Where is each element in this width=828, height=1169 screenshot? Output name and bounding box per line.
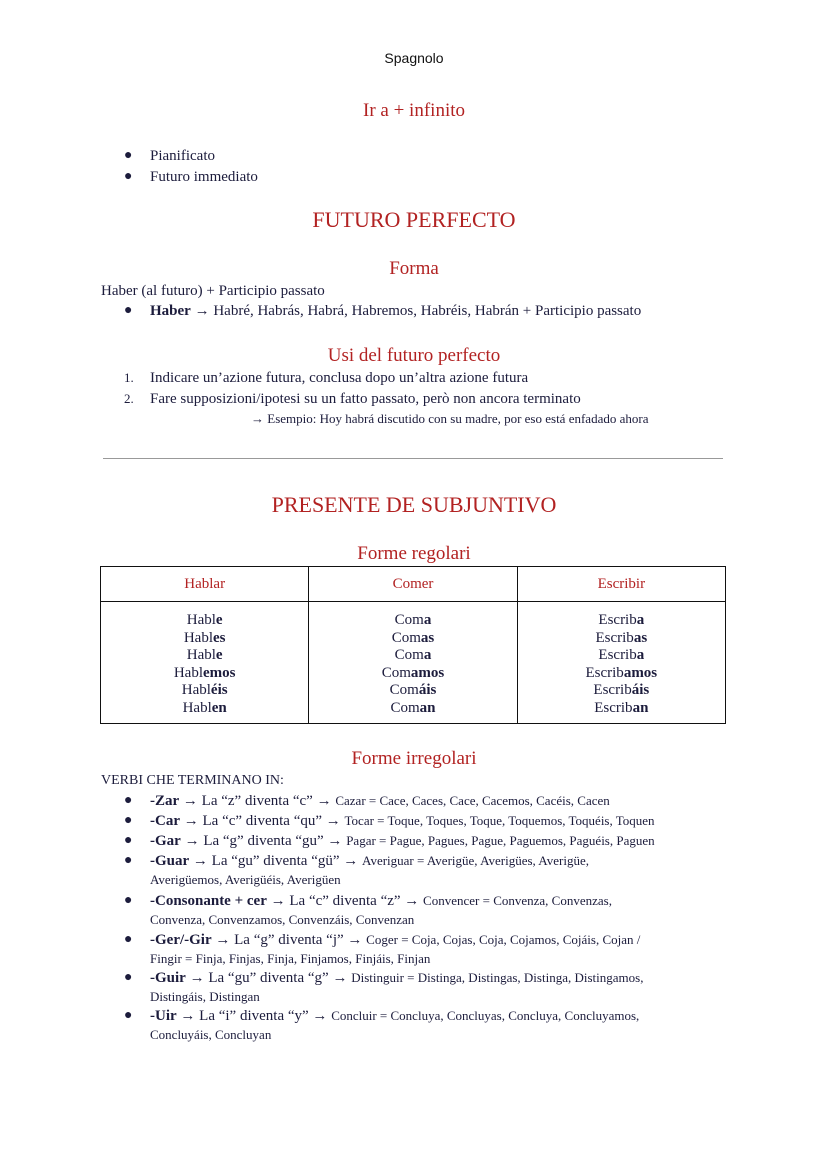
table-cell-hablar bbox=[101, 602, 309, 724]
conjugation-ending: amos bbox=[623, 664, 658, 681]
conjugation-stem: Com bbox=[381, 664, 411, 681]
rule-example-continuation: Fingir = Finja, Finjas, Finja, Finjamos, Finjáis, Finjan bbox=[150, 951, 431, 966]
conjugation-stem: Habl bbox=[183, 629, 213, 646]
section-title-futuro-perfecto: FUTURO PERFECTO bbox=[312, 207, 516, 232]
bullet-icon: ● bbox=[124, 148, 133, 163]
rule-example-continuation: Distingáis, Distingan bbox=[150, 989, 260, 1004]
table-header-cell: Hablar bbox=[101, 567, 309, 602]
conjugation-ending: emos bbox=[203, 664, 236, 681]
section-title-ir-a: Ir a + infinito bbox=[363, 100, 465, 121]
conjugation-stem: Escrib bbox=[585, 664, 624, 681]
rule-ending: -Uir bbox=[150, 1008, 177, 1024]
conjugation-form bbox=[518, 612, 725, 630]
list-number: 1. bbox=[124, 370, 134, 385]
rule-item bbox=[150, 851, 589, 871]
rule-example: Convencer = Convenza, Convenzas, bbox=[423, 893, 612, 908]
table-header-cell: Escribir bbox=[517, 567, 725, 602]
forma-text: Haber (al futuro) + Participio passato bbox=[101, 283, 325, 299]
conjugation-form bbox=[518, 700, 725, 718]
rule-example-continuation: Convenza, Convenzamos, Convenzáis, Convenzan bbox=[150, 912, 415, 927]
conjugation-ending: en bbox=[211, 699, 227, 716]
conjugation-form bbox=[309, 700, 516, 718]
list-item: Indicare un’azione futura, conclusa dopo un’altra azione futura bbox=[150, 370, 529, 386]
conjugation-form bbox=[101, 630, 308, 648]
conjugation-ending: e bbox=[215, 612, 223, 628]
conjugation-form bbox=[518, 647, 725, 665]
section-title-subjuntivo: PRESENTE DE SUBJUNTIVO bbox=[271, 492, 557, 517]
rule-text: → La “c” diventa “qu” → bbox=[180, 813, 345, 829]
conjugation-form bbox=[518, 682, 725, 700]
conjugation-ending: éis bbox=[210, 682, 228, 698]
rule-ending: -Guir bbox=[150, 970, 186, 986]
rule-text: → La “g” diventa “gu” → bbox=[180, 833, 347, 849]
bullet-icon: ● bbox=[124, 169, 133, 184]
rule-example: Concluir = Concluya, Concluyas, Concluya, Concluyamos, bbox=[331, 1008, 640, 1023]
bullet-icon: ● bbox=[124, 893, 133, 908]
conjugation-stem: Habl bbox=[186, 647, 216, 663]
rule-item bbox=[150, 930, 640, 950]
table-cell-escribir bbox=[517, 602, 725, 724]
conjugation-stem: Escrib bbox=[598, 612, 637, 628]
conjugation-ending: e bbox=[215, 647, 223, 663]
subsection-title-forma: Forma bbox=[389, 258, 439, 279]
rule-example: Tocar = Toque, Toques, Toque, Toquemos, Toquéis, Toquen bbox=[344, 813, 655, 828]
conjugation-stem: Habl bbox=[173, 664, 203, 681]
rule-example: Averiguar = Averigüe, Averigües, Averigüe, bbox=[362, 853, 589, 868]
example-text: → Esempio: Hoy habrá discutido con su madre, por eso está enfadado ahora bbox=[251, 411, 649, 426]
rule-text: → La “gu” diventa “g” → bbox=[185, 970, 352, 986]
conjugation-form bbox=[309, 647, 516, 665]
rule-ending: -Zar bbox=[150, 793, 180, 809]
rule-item bbox=[150, 831, 655, 851]
bullet-icon: ● bbox=[124, 833, 133, 848]
bullet-icon: ● bbox=[124, 970, 133, 985]
conjugation-stem: Com bbox=[391, 629, 421, 646]
conjugation-stem: Habl bbox=[181, 682, 211, 698]
bullet-icon: ● bbox=[124, 813, 133, 828]
rule-ending: -Consonante + cer bbox=[150, 893, 267, 909]
conjugation-form bbox=[309, 612, 516, 630]
conjugation-form bbox=[101, 665, 308, 683]
haber-rest: → Habré, Habrás, Habrá, Habremos, Habréis, Habrán + Participio passato bbox=[190, 303, 642, 319]
conjugation-ending: áis bbox=[631, 682, 650, 698]
conjugation-ending: a bbox=[636, 647, 645, 663]
bullet-icon: ● bbox=[124, 932, 133, 947]
conjugation-ending: as bbox=[633, 629, 648, 646]
list-item: Fare supposizioni/ipotesi su un fatto passato, però non ancora terminato bbox=[150, 391, 581, 407]
conjugation-stem: Com bbox=[394, 612, 424, 628]
conjugation-form bbox=[101, 700, 308, 718]
rule-example: Pagar = Pague, Pagues, Pague, Paguemos, Paguéis, Paguen bbox=[346, 833, 655, 848]
conjugation-form bbox=[101, 647, 308, 665]
conjugation-ending: áis bbox=[418, 682, 437, 698]
rule-ending: -Car bbox=[150, 813, 180, 829]
conjugation-stem: Habl bbox=[186, 612, 216, 628]
rule-example: Cazar = Cace, Caces, Cace, Cacemos, Cacéis, Cacen bbox=[335, 793, 610, 808]
conjugation-form bbox=[309, 682, 516, 700]
conjugation-stem: Com bbox=[394, 647, 424, 663]
subsection-title-regolari: Forme regolari bbox=[357, 543, 471, 564]
rule-text: → La “i” diventa “y” → bbox=[176, 1008, 332, 1024]
horizontal-divider bbox=[103, 458, 723, 459]
rule-text: → La “z” diventa “c” → bbox=[179, 793, 336, 809]
conjugation-stem: Escrib bbox=[598, 647, 637, 663]
subsection-title-usi: Usi del futuro perfecto bbox=[327, 345, 501, 366]
conjugation-stem: Habl bbox=[182, 699, 212, 716]
rule-ending: -Guar bbox=[150, 853, 190, 869]
rule-item bbox=[150, 811, 655, 831]
conjugation-stem: Escrib bbox=[595, 629, 634, 646]
haber-line bbox=[150, 301, 641, 321]
conjugation-ending: amos bbox=[410, 664, 445, 681]
subsection-title-irregolari: Forme irregolari bbox=[351, 748, 477, 769]
table-header-row bbox=[101, 567, 726, 602]
conjugation-form bbox=[518, 630, 725, 648]
rule-text: → La “c” diventa “z” → bbox=[266, 893, 424, 909]
haber-bold: Haber bbox=[150, 303, 191, 319]
rule-text: → La “gu” diventa “gü” → bbox=[189, 853, 363, 869]
conjugation-ending: an bbox=[419, 699, 436, 716]
rule-item bbox=[150, 791, 610, 811]
rule-item bbox=[150, 1006, 639, 1026]
conjugation-stem: Com bbox=[390, 699, 420, 716]
conjugation-ending: a bbox=[423, 612, 432, 628]
conjugation-form bbox=[518, 665, 725, 683]
rule-item bbox=[150, 891, 612, 911]
conjugation-ending: as bbox=[420, 629, 435, 646]
conjugation-form bbox=[309, 665, 516, 683]
table-cell-comer bbox=[309, 602, 517, 724]
verbi-label: VERBI CHE TERMINANO IN: bbox=[101, 773, 284, 788]
table-header-cell: Comer bbox=[309, 567, 517, 602]
conjugation-form bbox=[101, 612, 308, 630]
rule-ending: -Gar bbox=[150, 833, 181, 849]
conjugation-ending: a bbox=[636, 612, 645, 628]
bullet-icon: ● bbox=[124, 1008, 133, 1023]
bullet-icon: ● bbox=[124, 793, 133, 808]
table-row bbox=[101, 602, 726, 724]
list-number: 2. bbox=[124, 391, 134, 406]
list-item: Futuro immediato bbox=[150, 169, 258, 185]
rule-ending: -Ger/-Gir bbox=[150, 932, 212, 948]
conjugation-stem: Escrib bbox=[594, 699, 633, 716]
conjugation-form bbox=[309, 630, 516, 648]
bullet-icon: ● bbox=[124, 303, 133, 318]
rule-example: Distinguir = Distinga, Distingas, Distinga, Distingamos, bbox=[351, 970, 644, 985]
rule-text: → La “g” diventa “j” → bbox=[211, 932, 367, 948]
conjugation-form bbox=[101, 682, 308, 700]
rule-example-continuation: Averigüemos, Averigüéis, Averigüen bbox=[150, 872, 341, 887]
rule-example-continuation: Concluyáis, Concluyan bbox=[150, 1027, 272, 1042]
conjugation-stem: Escrib bbox=[593, 682, 632, 698]
rule-example: Coger = Coja, Cojas, Coja, Cojamos, Cojáis, Cojan / bbox=[366, 932, 641, 947]
conjugation-stem: Com bbox=[389, 682, 419, 698]
list-item: Pianificato bbox=[150, 148, 215, 164]
conjugation-ending: an bbox=[632, 699, 649, 716]
conjugation-table bbox=[100, 566, 726, 724]
bullet-icon: ● bbox=[124, 853, 133, 868]
conjugation-ending: es bbox=[213, 629, 226, 646]
rule-item bbox=[150, 968, 643, 988]
conjugation-ending: a bbox=[423, 647, 432, 663]
page-header: Spagnolo bbox=[384, 50, 444, 66]
